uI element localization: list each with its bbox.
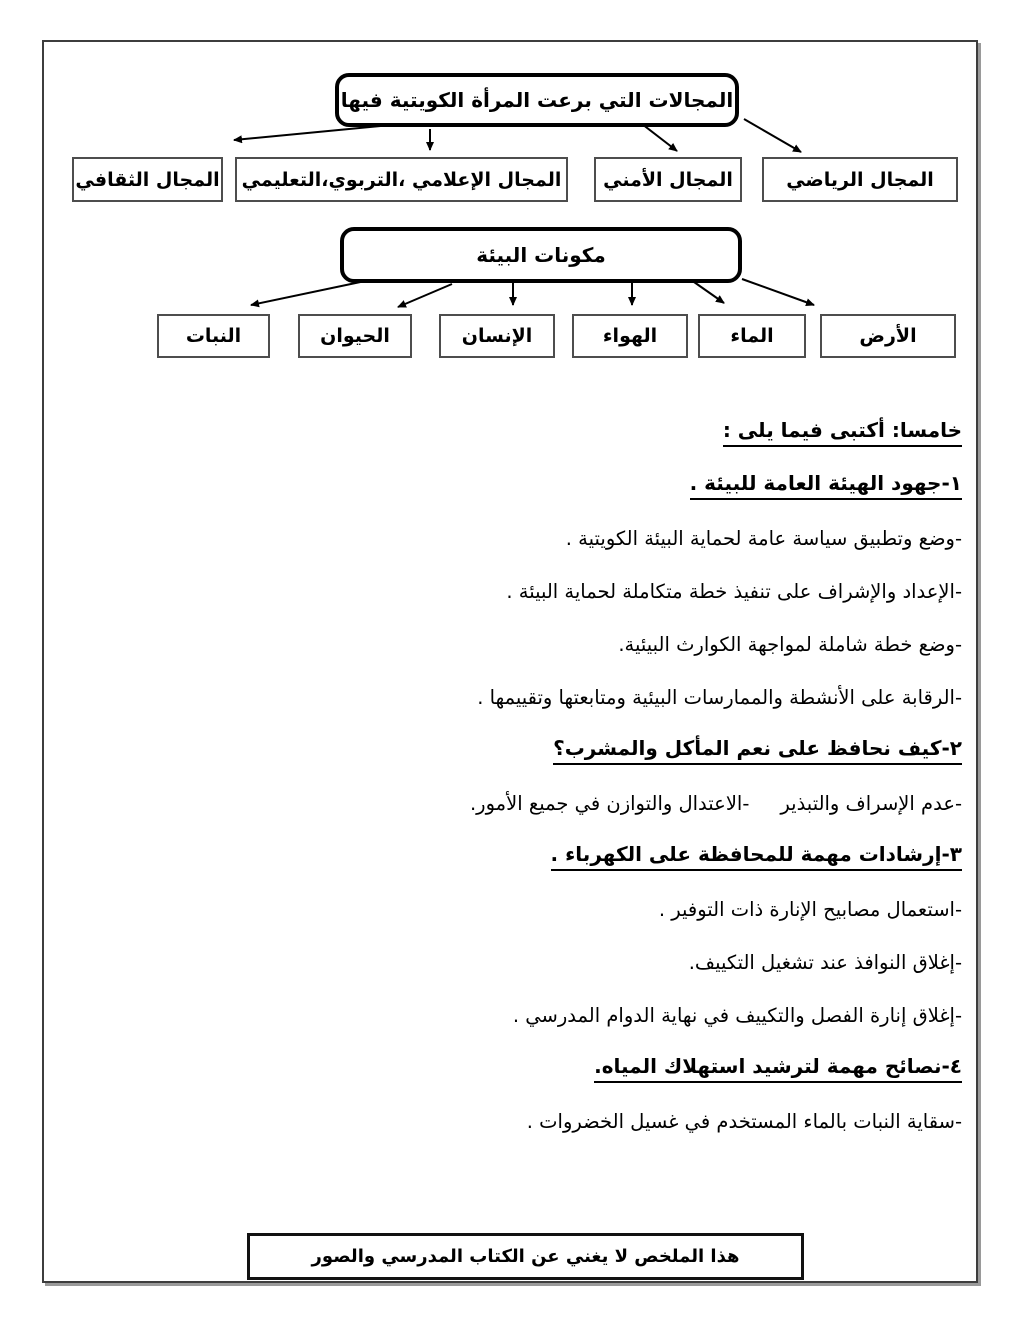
environment-box-water: الماء	[698, 314, 806, 358]
field-box-security: المجال الأمني	[594, 157, 742, 202]
block1-item: -الرقابة على الأنشطة والممارسات البيئية ومتابعتها وتقييمها .	[477, 686, 962, 709]
fields-diagram-title-box: المجالات التي برعت المرأة الكويتية فيها	[335, 73, 739, 127]
arrow-to-water	[694, 282, 724, 303]
worksheet-page	[42, 40, 978, 1283]
block1-item: -وضع وتطبيق سياسة عامة لحماية البيئة الكويتية .	[565, 527, 962, 550]
environment-box-animals: الحيوان	[298, 314, 412, 358]
arrow-to-security	[642, 124, 677, 151]
block2-title: ٢-كيف نحافظ على نعم المأكل والمشرب؟	[74, 724, 962, 777]
block4-item: -سقاية النبات بالماء المستخدم في غسيل الخضروات .	[526, 1110, 962, 1133]
arrow-to-plants	[251, 280, 370, 305]
arrow-to-animals	[398, 284, 452, 307]
notes-section	[74, 406, 962, 1148]
block3-item: -إغلاق النوافذ عند تشغيل التكييف.	[688, 951, 962, 974]
arrow-to-earth	[742, 279, 814, 305]
environment-box-plants: النبات	[157, 314, 270, 358]
footer-disclaimer-box: هذا الملخص لا يغني عن الكتاب المدرسي والصور	[247, 1233, 804, 1280]
environment-diagram-title-box: مكونات البيئة	[340, 227, 742, 283]
field-box-cultural: المجال الثقافي	[72, 157, 223, 202]
field-box-media-education: المجال الإعلامي ،التربوي،التعليمي	[235, 157, 568, 202]
block4-title: ٤-نصائح مهمة لترشيد استهلاك المياه.	[74, 1042, 962, 1095]
section-heading: خامسا: أكتبى فيما يلى :	[74, 406, 962, 459]
environment-box-earth: الأرض	[820, 314, 956, 358]
block3-item: -استعمال مصابيح الإنارة ذات التوفير .	[658, 898, 962, 921]
block1-item: -وضع خطة شاملة لمواجهة الكوارث البيئية.	[618, 633, 962, 656]
environment-box-air: الهواء	[572, 314, 688, 358]
block2-item: -عدم الإسراف والتبذير -الاعتدال والتوازن في جميع الأمور.	[469, 792, 962, 815]
block1-item: -الإعداد والإشراف على تنفيذ خطة متكاملة لحماية البيئة .	[506, 580, 962, 603]
block3-title: ٣-إرشادات مهمة للمحافظة على الكهرباء .	[74, 830, 962, 883]
arrow-to-sports	[744, 119, 801, 152]
block3-item: -إغلاق إنارة الفصل والتكييف في نهاية الدوام المدرسي .	[512, 1004, 962, 1027]
field-box-sports: المجال الرياضي	[762, 157, 958, 202]
block1-title: ١-جهود الهيئة العامة للبيئة .	[74, 459, 962, 512]
environment-box-human: الإنسان	[439, 314, 555, 358]
